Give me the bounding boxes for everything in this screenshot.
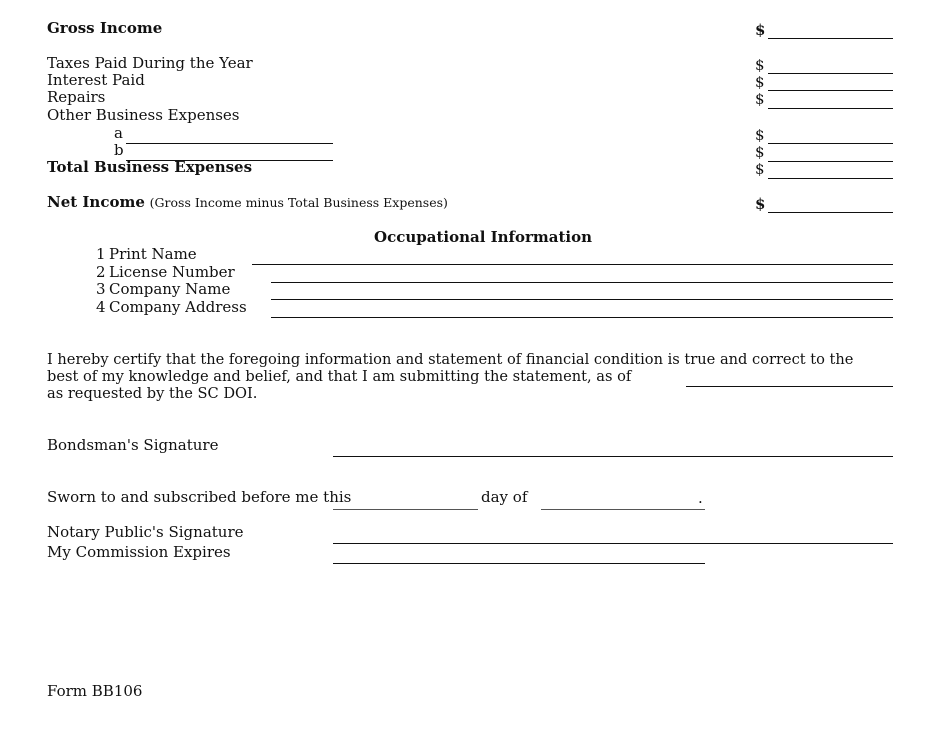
total-expenses-field[interactable]	[768, 178, 893, 179]
certification-line-2: best of my knowledge and belief, and that I am submitting the statement, as of	[47, 368, 632, 385]
certification-line-3: as requested by the SC DOI.	[47, 385, 258, 402]
gross-income-label: Gross Income	[47, 19, 163, 37]
license-number-field[interactable]	[271, 282, 893, 283]
certification-date-field[interactable]	[686, 386, 893, 387]
taxes-label: Taxes Paid During the Year	[47, 54, 253, 72]
net-income-currency: $	[755, 195, 766, 213]
company-address-field[interactable]	[271, 317, 893, 318]
commission-expires-field[interactable]	[333, 563, 705, 564]
repairs-currency: $	[755, 90, 765, 108]
total-expenses-label: Total Business Expenses	[47, 158, 253, 176]
company-address-num: 4	[96, 298, 106, 316]
other-item-b-label: b	[114, 141, 124, 159]
notary-signature-field[interactable]	[333, 543, 893, 544]
interest-field[interactable]	[768, 90, 893, 91]
other-item-a-label: a	[114, 124, 123, 142]
sworn-month-field[interactable]	[541, 509, 705, 510]
sworn-day-field[interactable]	[333, 509, 478, 510]
net-income-label: Net Income	[47, 193, 145, 211]
company-address-label: Company Address	[109, 298, 247, 316]
other-expenses-label: Other Business Expenses	[47, 106, 240, 124]
sworn-period: .	[698, 489, 703, 507]
other-item-a-description-field[interactable]	[126, 143, 333, 144]
company-name-label: Company Name	[109, 280, 231, 298]
gross-income-currency: $	[755, 21, 766, 39]
taxes-field[interactable]	[768, 73, 893, 74]
certification-line-1: I hereby certify that the foregoing information and statement of financial condition is true and correct to the	[47, 351, 854, 368]
other-item-b-amount-field[interactable]	[768, 161, 893, 162]
print-name-field[interactable]	[252, 264, 893, 265]
bondsman-signature-label: Bondsman's Signature	[47, 436, 219, 454]
form-id: Form BB106	[47, 682, 143, 700]
gross-income-field[interactable]	[768, 38, 893, 39]
print-name-label: Print Name	[109, 245, 197, 263]
commission-expires-label: My Commission Expires	[47, 543, 231, 561]
print-name-num: 1	[96, 245, 106, 263]
license-number-num: 2	[96, 263, 106, 281]
other-item-a-currency: $	[755, 126, 765, 144]
other-item-b-currency: $	[755, 143, 765, 161]
net-income-note: (Gross Income minus Total Business Expenses)	[149, 195, 448, 210]
sworn-label: Sworn to and subscribed before me this	[47, 488, 352, 506]
day-of-label: day of	[481, 488, 528, 506]
repairs-field[interactable]	[768, 108, 893, 109]
other-item-a-amount-field[interactable]	[768, 143, 893, 144]
notary-signature-label: Notary Public's Signature	[47, 523, 244, 541]
bondsman-signature-field[interactable]	[333, 456, 893, 457]
taxes-currency: $	[755, 56, 765, 74]
company-name-num: 3	[96, 280, 106, 298]
company-name-field[interactable]	[271, 299, 893, 300]
net-income-field[interactable]	[768, 212, 893, 213]
total-expenses-currency: $	[755, 160, 765, 178]
net-income-row	[47, 194, 448, 211]
repairs-label: Repairs	[47, 88, 106, 106]
interest-label: Interest Paid	[47, 71, 145, 89]
license-number-label: License Number	[109, 263, 235, 281]
occupational-heading: Occupational Information	[374, 228, 593, 246]
interest-currency: $	[755, 73, 765, 91]
